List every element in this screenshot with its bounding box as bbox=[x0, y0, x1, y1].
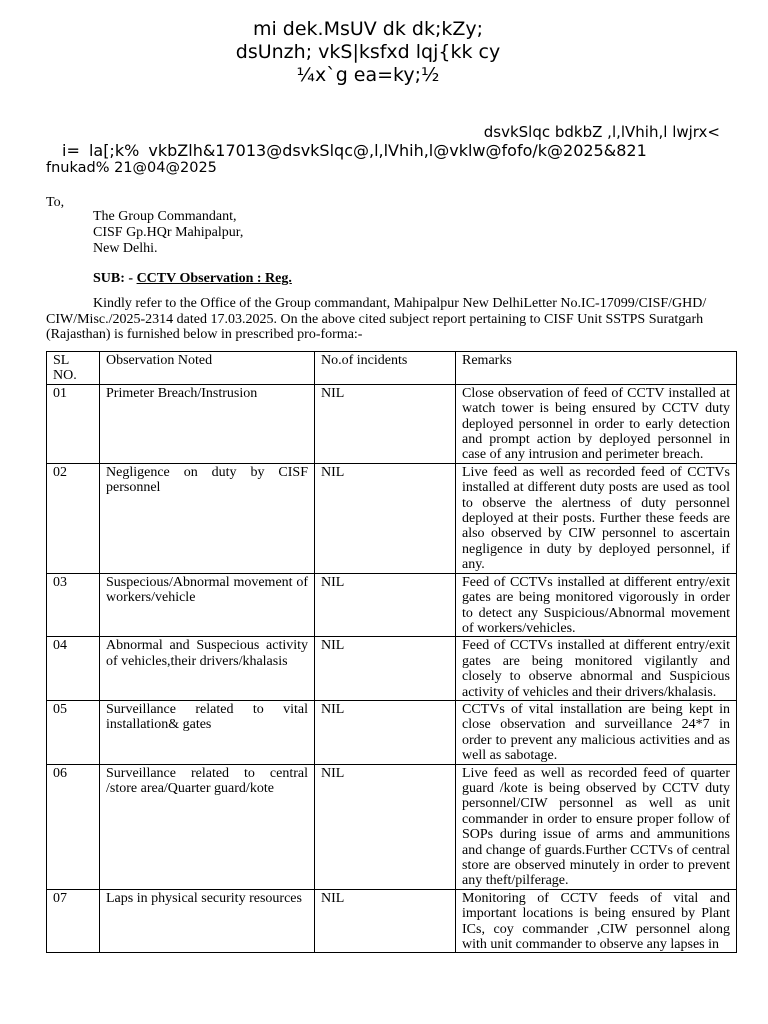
cell-remarks: Live feed as well as recorded feed of CCTVs installed at different duty posts are used as tool to observe the alertness of duty personnel deployed at their posts. Further these feeds are also observed by CIW personnel to ascertain negligence in duty by deployed personnel, if any. bbox=[456, 463, 737, 573]
unit-name: dsvkSlqc bdkbZ ,l,lVhih,l lwjrx< bbox=[483, 123, 720, 141]
recipient-address bbox=[93, 209, 243, 257]
cell-remarks: Feed of CCTVs installed at different entry/exit gates are being monitored vigilantly and closely to observe abnormal and Suspicious activity of vehicles and their drivers/khalasis. bbox=[456, 637, 737, 701]
cell-sl: 05 bbox=[47, 700, 100, 764]
cell-sl: 03 bbox=[47, 573, 100, 637]
cell-sl: 01 bbox=[47, 384, 100, 463]
header-incidents: No.of incidents bbox=[315, 352, 456, 385]
body-paragraph: Kindly refer to the Office of the Group commandant, Mahipalpur New DelhiLetter No.IC-17099/CISF/GHD/ CIW/Misc./2025-2314 dated 17.03.2025. On the above cited subject report pertaining to CISF Unit SSTPS Suratgarh (Rajasthan) is furnished below in prescribed pro-forma:- bbox=[46, 296, 707, 342]
office-title: mi dek.MsUV dk dk;kZy; bbox=[252, 18, 484, 40]
cell-observation: Laps in physical security resources bbox=[100, 889, 315, 953]
table-row bbox=[47, 463, 737, 573]
cell-remarks: CCTVs of vital installation are being kept in close observation and surveillance 24*7 in order to prevent any malicious activities and as well as sabotage. bbox=[456, 700, 737, 764]
cell-remarks: Feed of CCTVs installed at different entry/exit gates are being monitored vigorously in order to detect any Suspicious/Abnormal movement of workers/vehicles. bbox=[456, 573, 737, 637]
table-row bbox=[47, 700, 737, 764]
cell-sl: 04 bbox=[47, 637, 100, 701]
cell-incidents: NIL bbox=[315, 700, 456, 764]
cell-incidents: NIL bbox=[315, 384, 456, 463]
table-row bbox=[47, 573, 737, 637]
cell-incidents: NIL bbox=[315, 889, 456, 953]
cell-incidents: NIL bbox=[315, 637, 456, 701]
ministry-name: ¼x`g ea=ky;½ bbox=[296, 64, 440, 86]
table-row bbox=[47, 764, 737, 889]
cell-sl: 06 bbox=[47, 764, 100, 889]
subject-text: CCTV Observation : Reg. bbox=[136, 271, 292, 286]
header-observation: Observation Noted bbox=[100, 352, 315, 385]
cell-observation: Surveillance related to vital installation& gates bbox=[100, 700, 315, 764]
subject-line bbox=[93, 271, 292, 287]
address-line: The Group Commandant, bbox=[93, 209, 237, 224]
cell-observation: Abnormal and Suspecious activity of vehicles,their drivers/khalasis bbox=[100, 637, 315, 701]
reference-line bbox=[62, 141, 647, 160]
cell-observation: Negligence on duty by CISF personnel bbox=[100, 463, 315, 573]
table-header-row bbox=[47, 352, 737, 385]
letter-date: fnukad% 21@04@2025 bbox=[46, 160, 217, 176]
cell-sl: 07 bbox=[47, 889, 100, 953]
table-row bbox=[47, 637, 737, 701]
cell-observation: Primeter Breach/Instrusion bbox=[100, 384, 315, 463]
salutation-to: To, bbox=[46, 195, 65, 210]
cell-observation: Surveillance related to central /store area/Quarter guard/kote bbox=[100, 764, 315, 889]
header-remarks: Remarks bbox=[456, 352, 737, 385]
table-row bbox=[47, 889, 737, 953]
table-row bbox=[47, 384, 737, 463]
cell-sl: 02 bbox=[47, 463, 100, 573]
header-sl: SL NO. bbox=[47, 352, 100, 385]
cell-incidents: NIL bbox=[315, 463, 456, 573]
cell-remarks: Close observation of feed of CCTV installed at watch tower is being ensured by CCTV duty deployed personnel in order to early detection and prompt action by deployed personnel in case of any intrusion and perimeter breach. bbox=[456, 384, 737, 463]
cell-remarks: Monitoring of CCTV feeds of vital and important locations is being ensured by Plant ICs, coy commander ,CIW personnel along with unit commander to observe any lapses in bbox=[456, 889, 737, 953]
subject-prefix: SUB: - bbox=[93, 271, 134, 286]
address-line: New Delhi. bbox=[93, 241, 158, 256]
address-line: CISF Gp.HQr Mahipalpur, bbox=[93, 225, 244, 240]
cell-incidents: NIL bbox=[315, 573, 456, 637]
force-name: dsUnzh; vkS|ksfxd lqj{kk cy bbox=[235, 41, 501, 63]
cell-remarks: Live feed as well as recorded feed of quarter guard /kote is being observed by CCTV duty personnel/CIW personnel as well as unit commander in order to ensure proper follow of SOPs during issue of arms and ammunitions and change of guards.Further CCTVs of central store are observed minutely in order to prevent any theft/pilferage. bbox=[456, 764, 737, 889]
observation-table bbox=[46, 351, 737, 953]
reference-label: i= la[;k% bbox=[62, 141, 140, 160]
cell-observation: Suspecious/Abnormal movement of workers/vehicle bbox=[100, 573, 315, 637]
cell-incidents: NIL bbox=[315, 764, 456, 889]
reference-number: vkbZlh&17013@dsvkSlqc@,l,lVhih,l@vklw@fofo/k@2025&821 bbox=[148, 141, 647, 160]
